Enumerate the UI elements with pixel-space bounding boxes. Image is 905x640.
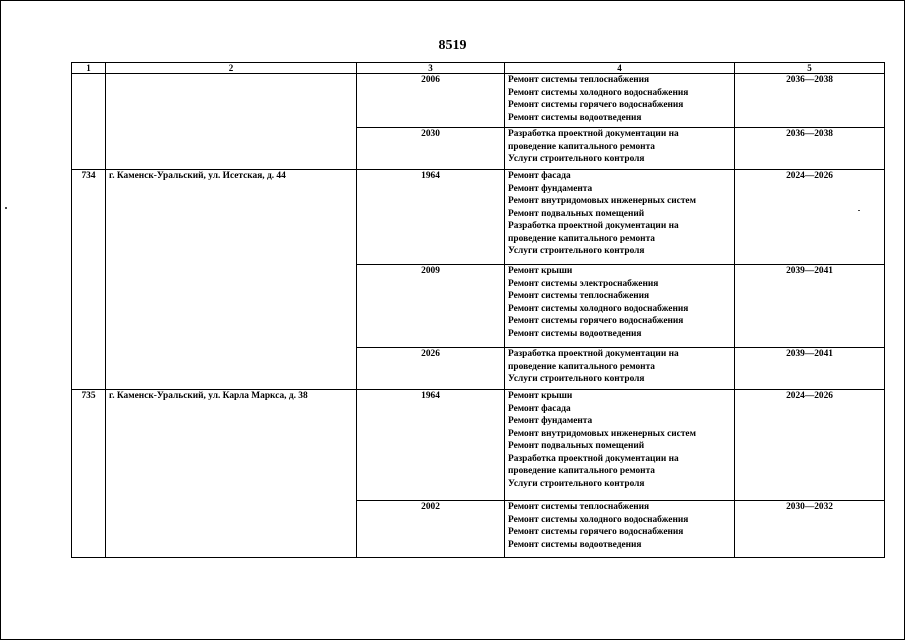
period-cell: 2039—2041 bbox=[735, 265, 885, 348]
building-number-cell bbox=[72, 74, 106, 170]
works-cell bbox=[505, 390, 735, 501]
work-item: Ремонт системы горячего водоснабжения bbox=[508, 100, 684, 110]
work-item: Ремонт системы теплоснабжения bbox=[508, 75, 650, 85]
period-cell: 2024—2026 bbox=[735, 170, 885, 265]
work-item: Ремонт внутридомовых инженерных систем bbox=[508, 428, 696, 439]
work-item: Ремонт крыши bbox=[508, 266, 573, 276]
header-col-3: 3 bbox=[357, 63, 505, 74]
table-row bbox=[72, 170, 885, 265]
scan-speck bbox=[858, 210, 860, 211]
building-number-cell: 735 bbox=[72, 390, 106, 558]
header-row bbox=[72, 63, 885, 74]
header-col-1: 1 bbox=[72, 63, 106, 74]
year-cell: 2026 bbox=[357, 348, 505, 390]
works-cell bbox=[505, 265, 735, 348]
table-body bbox=[72, 74, 885, 558]
period-cell: 2030—2032 bbox=[735, 501, 885, 558]
header-col-4: 4 bbox=[505, 63, 735, 74]
work-item: Ремонт системы горячего водоснабжения bbox=[508, 527, 684, 537]
work-item: Услуги строительного контроля bbox=[508, 154, 645, 164]
work-item: Ремонт фасада bbox=[508, 171, 571, 181]
year-cell: 1964 bbox=[357, 390, 505, 501]
work-item: Ремонт внутридомовых инженерных систем bbox=[508, 196, 696, 206]
table-row bbox=[72, 74, 885, 128]
work-item: Услуги строительного контроля bbox=[508, 478, 645, 489]
works-cell bbox=[505, 74, 735, 128]
work-item: Ремонт фундамента bbox=[508, 416, 593, 426]
work-item: Ремонт подвальных помещений bbox=[508, 208, 645, 219]
work-item: Ремонт системы холодного водоснабжения bbox=[508, 303, 689, 314]
building-number-cell: 734 bbox=[72, 170, 106, 390]
work-item: проведение капитального ремонта bbox=[508, 466, 655, 476]
year-cell: 2030 bbox=[357, 128, 505, 170]
year-cell: 2009 bbox=[357, 265, 505, 348]
scan-speck bbox=[5, 207, 7, 209]
page-number: 8519 bbox=[438, 38, 467, 53]
work-item: Услуги строительного контроля bbox=[508, 246, 645, 256]
period-cell: 2039—2041 bbox=[735, 348, 885, 390]
work-item: Разработка проектной документации на bbox=[508, 129, 679, 139]
work-item: Ремонт системы холодного водоснабжения bbox=[508, 87, 689, 98]
work-item: Ремонт системы теплоснабжения bbox=[508, 291, 650, 301]
work-item: Разработка проектной документации на bbox=[508, 453, 679, 464]
work-item: Разработка проектной документации на bbox=[508, 221, 679, 231]
work-item: Ремонт фасада bbox=[508, 403, 571, 414]
work-item: Ремонт крыши bbox=[508, 391, 573, 401]
work-item: проведение капитального ремонта bbox=[508, 141, 655, 152]
works-cell bbox=[505, 170, 735, 265]
building-address-cell: г. Каменск-Уральский, ул. Карла Маркса, д. 38 bbox=[106, 390, 357, 558]
work-item: Ремонт фундамента bbox=[508, 183, 593, 194]
work-item: проведение капитального ремонта bbox=[508, 233, 655, 244]
building-address-cell: г. Каменск-Уральский, ул. Исетская, д. 44 bbox=[106, 170, 357, 390]
header-col-2: 2 bbox=[106, 63, 357, 74]
works-cell bbox=[505, 501, 735, 558]
work-item: Ремонт системы холодного водоснабжения bbox=[508, 514, 689, 525]
works-cell bbox=[505, 348, 735, 390]
building-address-cell bbox=[106, 74, 357, 170]
period-cell: 2036—2038 bbox=[735, 74, 885, 128]
period-cell: 2036—2038 bbox=[735, 128, 885, 170]
work-item: Ремонт системы горячего водоснабжения bbox=[508, 316, 684, 326]
work-item: Ремонт системы электроснабжения bbox=[508, 278, 659, 289]
work-item: Услуги строительного контроля bbox=[508, 374, 645, 384]
work-item: Ремонт подвальных помещений bbox=[508, 441, 645, 451]
work-item: Ремонт системы теплоснабжения bbox=[508, 502, 650, 512]
year-cell: 1964 bbox=[357, 170, 505, 265]
work-item: Ремонт системы водоотведения bbox=[508, 539, 642, 550]
year-cell: 2002 bbox=[357, 501, 505, 558]
table-row bbox=[72, 390, 885, 501]
work-item: Ремонт системы водоотведения bbox=[508, 328, 642, 339]
year-cell: 2006 bbox=[357, 74, 505, 128]
work-item: Ремонт системы водоотведения bbox=[508, 112, 642, 123]
works-cell bbox=[505, 128, 735, 170]
header-col-5: 5 bbox=[735, 63, 885, 74]
work-item: Разработка проектной документации на bbox=[508, 349, 679, 359]
work-item: проведение капитального ремонта bbox=[508, 361, 655, 372]
period-cell: 2024—2026 bbox=[735, 390, 885, 501]
capital-repair-table bbox=[71, 62, 885, 558]
